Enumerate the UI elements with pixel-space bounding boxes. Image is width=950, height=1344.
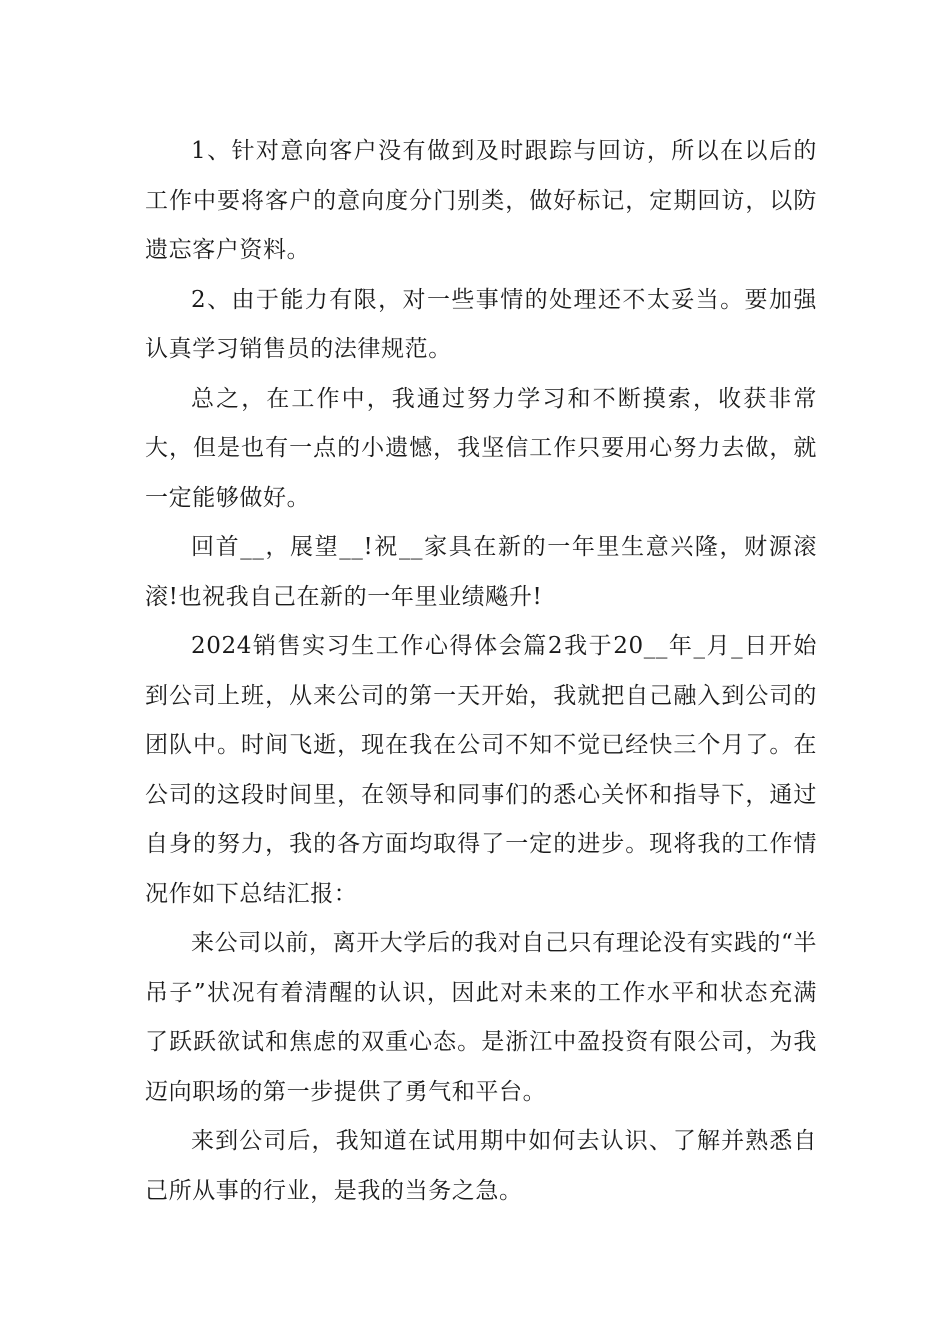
document-body xyxy=(145,127,817,1216)
paragraph-5: 2024销售实习生工作心得体会篇2我于20__年_月_日开始到公司上班，从来公司的第一天开始，我就把自己融入到公司的团队中。时间飞逝，现在我在公司不知不觉已经快三个月了。在公司的这段时间里，在领导和同事们的悉心关怀和指导下，通过自身的努力，我的各方面均取得了一定的进步。现将我的工作情况作如下总结汇报： xyxy=(145,633,817,907)
paragraph-3: 总之，在工作中，我通过努力学习和不断摸索，收获非常大，但是也有一点的小遗憾，我坚信工作只要用心努力去做，就一定能够做好。 xyxy=(145,385,817,511)
paragraph-4: 回首__，展望__!祝__家具在新的一年里生意兴隆，财源滚滚!也祝我自己在新的一年里业绩飚升! xyxy=(145,534,817,610)
paragraph-1: 1、针对意向客户没有做到及时跟踪与回访，所以在以后的工作中要将客户的意向度分门别类，做好标记，定期回访，以防遗忘客户资料。 xyxy=(145,138,817,263)
paragraph-6: 来公司以前，离开大学后的我对自己只有理论没有实践的“半吊子”状况有着清醒的认识，因此对未来的工作水平和状态充满了跃跃欲试和焦虑的双重心态。是浙江中盈投资有限公司，为我迈向职场的第一步提供了勇气和平台。 xyxy=(145,930,817,1105)
paragraph-7: 来到公司后，我知道在试用期中如何去认识、了解并熟悉自己所从事的行业，是我的当务之急。 xyxy=(145,1128,817,1204)
paragraph-2: 2、由于能力有限，对一些事情的处理还不太妥当。要加强认真学习销售员的法律规范。 xyxy=(145,286,817,362)
